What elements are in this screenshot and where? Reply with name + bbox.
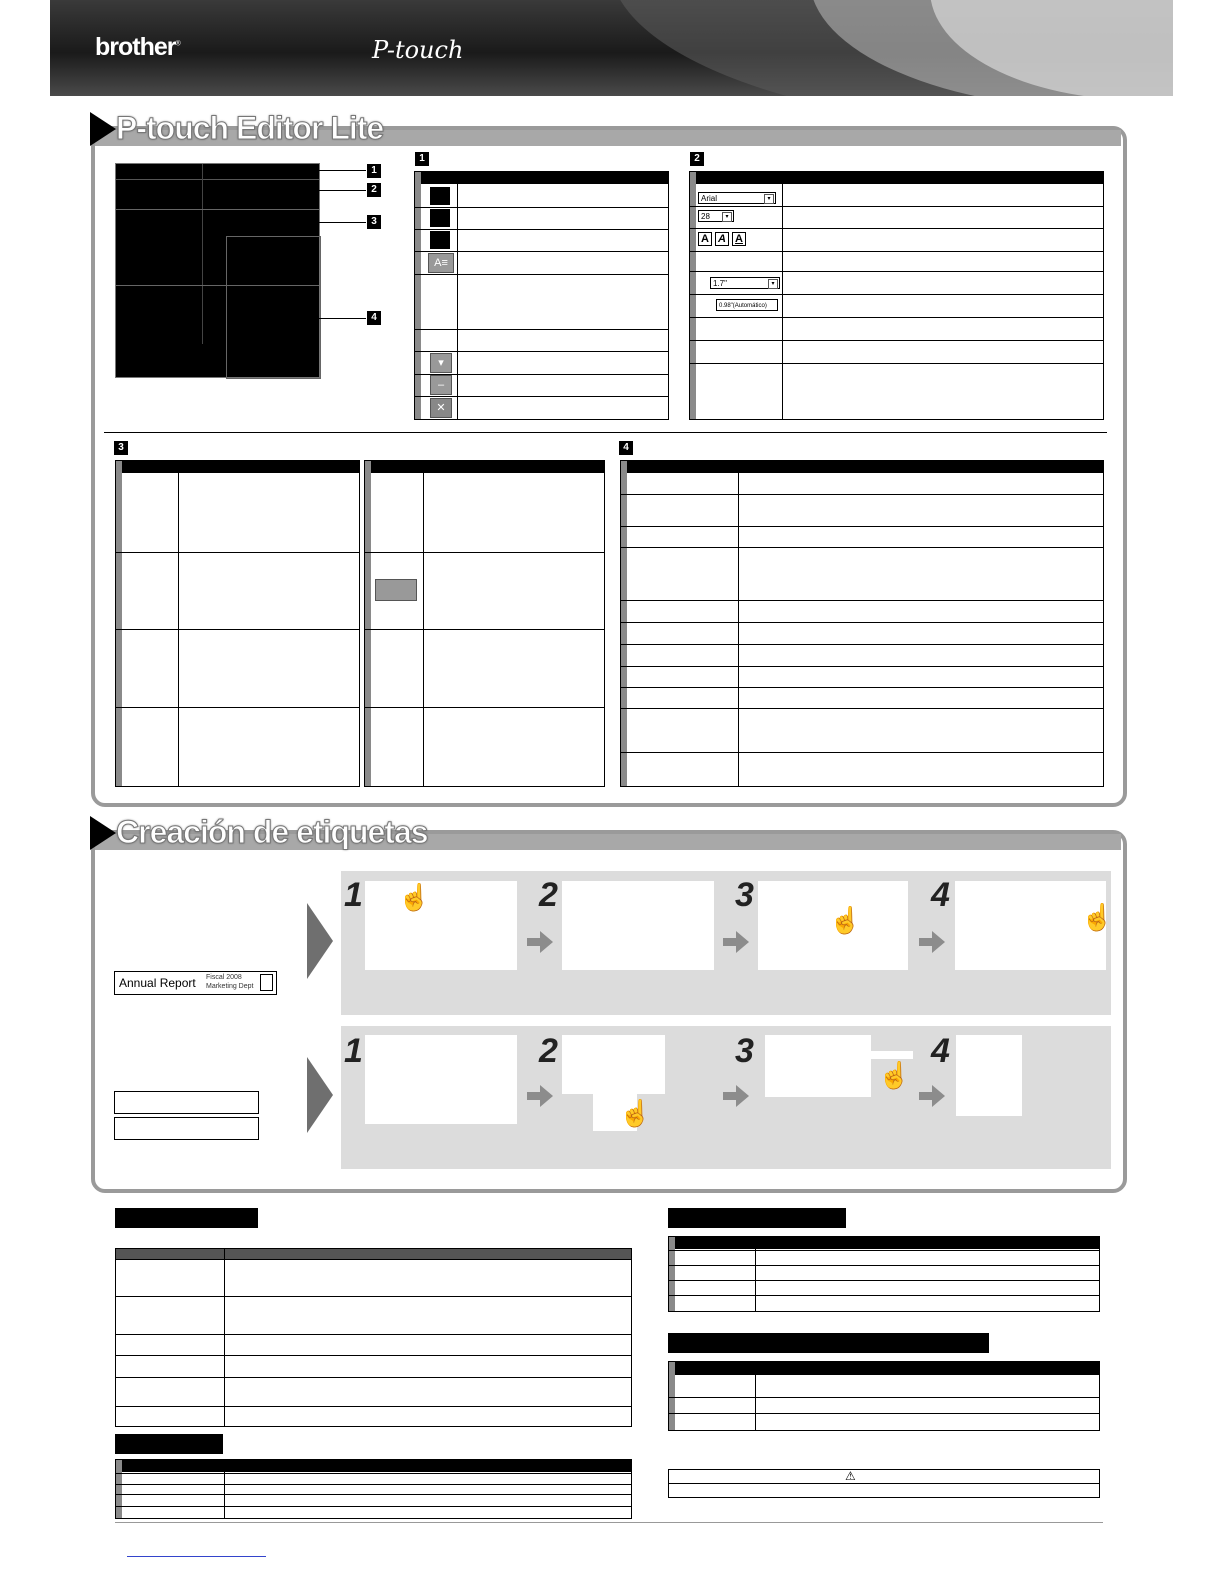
- heading-block: [668, 1208, 846, 1228]
- sample-label-line2: Marketing Dept: [206, 983, 254, 990]
- labels-section-title: Creación de etiquetas: [116, 814, 428, 850]
- bottom-table-d: [668, 1361, 1100, 1431]
- toolbar-icon: [430, 231, 450, 249]
- flow-arrow-icon: [307, 903, 333, 979]
- warning-icon: ⚠: [845, 1469, 856, 1483]
- footer-link[interactable]: [127, 1556, 266, 1557]
- table-1-badge: 1: [415, 152, 429, 166]
- step-screen: [562, 881, 714, 970]
- page-header: [50, 0, 1173, 96]
- tape-icon: [375, 579, 417, 601]
- sample-label-main: Annual Report: [119, 976, 196, 990]
- step-number: 2: [539, 876, 558, 914]
- bottom-table-c: [668, 1236, 1100, 1312]
- heading-block: [115, 1434, 223, 1454]
- pointing-hand-icon: ☝: [398, 882, 431, 912]
- editor-screenshot: [115, 163, 320, 378]
- callout-badge-4: 4: [367, 311, 381, 325]
- step-number: 1: [344, 1032, 363, 1070]
- step-number: 4: [931, 876, 950, 914]
- size-select: 28 ▾: [698, 210, 734, 222]
- section-divider: [104, 432, 1107, 433]
- pointing-hand-icon: ☝: [619, 1098, 652, 1128]
- font-select: Arial ▾: [698, 192, 776, 204]
- labels-section-arrow-icon: [90, 816, 116, 850]
- bottom-table-b: [115, 1459, 632, 1519]
- step-screen: [956, 1035, 1022, 1116]
- pointing-hand-icon: ☝: [1081, 902, 1114, 932]
- bottom-table-a: [115, 1248, 632, 1427]
- callout-badge-2: 2: [367, 183, 381, 197]
- step-number: 3: [735, 1032, 754, 1070]
- callout-badge-1: 1: [367, 164, 381, 178]
- step-number: 4: [931, 1032, 950, 1070]
- tape-select: 0.98"(Automático): [716, 299, 778, 311]
- text-frame-icon: A≡: [428, 253, 454, 273]
- table-2: [689, 171, 1104, 420]
- flow-arrow-icon: [307, 1057, 333, 1133]
- document-icon: [260, 974, 273, 991]
- table-4-badge: 4: [619, 441, 633, 455]
- step-arrow-icon: [723, 931, 749, 953]
- toolbar-icon: [430, 187, 450, 205]
- footer-rule: [115, 1522, 1103, 1523]
- close-icon: ✕: [430, 398, 452, 418]
- warning-box: [668, 1469, 1100, 1498]
- step-menu: [871, 1051, 913, 1059]
- toolbar-icon: [430, 209, 450, 227]
- table-3a: [115, 460, 360, 787]
- restore-icon: –: [430, 375, 452, 395]
- editor-section-arrow-icon: [90, 112, 116, 146]
- callout-badge-3: 3: [367, 215, 381, 229]
- step-number: 1: [344, 876, 363, 914]
- table-3-badge: 3: [114, 441, 128, 455]
- step-screen: [365, 1035, 517, 1124]
- minimize-icon: ▾: [430, 353, 452, 373]
- step-number: 3: [735, 876, 754, 914]
- length-select: 1.7" ▾: [710, 277, 780, 289]
- step-arrow-icon: [527, 931, 553, 953]
- table-2-badge: 2: [690, 152, 704, 166]
- sample-label: [114, 971, 277, 995]
- step-arrow-icon: [527, 1085, 553, 1107]
- step-number: 2: [539, 1032, 558, 1070]
- table-3b: [364, 460, 605, 787]
- step-arrow-icon: [919, 1085, 945, 1107]
- step-screen: [765, 1035, 871, 1097]
- heading-block: [115, 1208, 258, 1228]
- table-4: [620, 460, 1104, 787]
- sample-label-line1: Fiscal 2008: [206, 974, 242, 981]
- pointing-hand-icon: ☝: [878, 1060, 911, 1090]
- step-screen: [562, 1035, 665, 1094]
- pointing-hand-icon: ☝: [829, 905, 862, 935]
- sample-field-1: [114, 1091, 259, 1114]
- editor-section-title: P-touch Editor Lite: [116, 110, 384, 146]
- sample-field-2: [114, 1117, 259, 1140]
- heading-block: [668, 1333, 989, 1353]
- ptouch-logo: P-touch: [372, 36, 464, 64]
- brother-logo: brother®: [95, 33, 180, 61]
- step-screen: [365, 881, 517, 970]
- step-arrow-icon: [723, 1085, 749, 1107]
- style-buttons: A A A: [698, 233, 746, 245]
- table-1: [414, 171, 669, 420]
- step-arrow-icon: [919, 931, 945, 953]
